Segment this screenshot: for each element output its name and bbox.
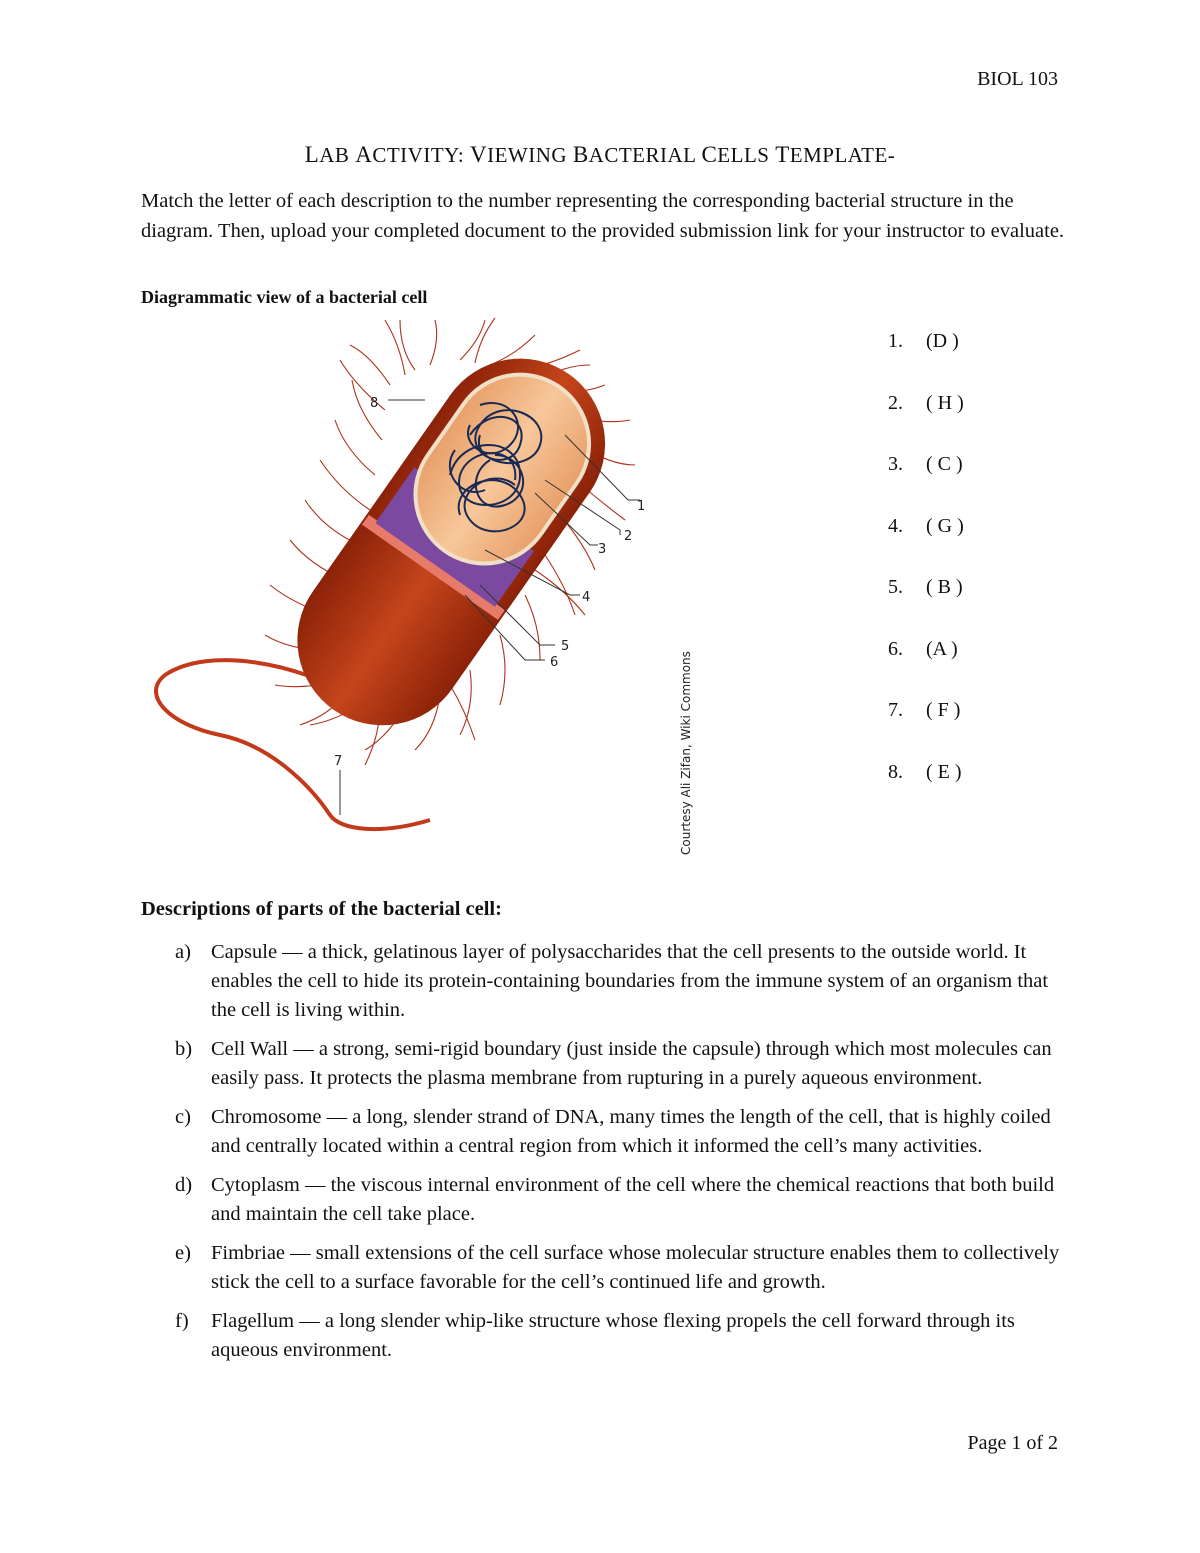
answer-value[interactable]: ( H ) <box>926 391 964 414</box>
answer-value[interactable]: ( E ) <box>926 760 962 783</box>
answer-item <box>888 392 964 454</box>
answer-number: 8. <box>888 760 903 783</box>
description-text: Cytoplasm — the viscous internal environment of the cell where the chemical reactions that both build and maintain the cell take place. <box>211 1174 1055 1225</box>
title-rest: AB <box>319 143 356 167</box>
answer-item <box>888 638 964 700</box>
document-title <box>0 142 1200 168</box>
answer-number: 4. <box>888 514 903 537</box>
description-letter: e) <box>175 1242 191 1264</box>
description-text: Flagellum — a long slender whip-like structure whose flexing propels the cell forward through its aqueous environment. <box>211 1310 1015 1361</box>
description-item <box>141 938 1071 1025</box>
description-letter: d) <box>175 1174 193 1196</box>
answer-number: 2. <box>888 391 903 414</box>
title-rest: IEWING <box>487 143 573 167</box>
label-7: 7 <box>334 754 343 769</box>
course-code: BIOL 103 <box>977 68 1058 90</box>
label-4: 4 <box>582 590 591 605</box>
descriptions-heading: Descriptions of parts of the bacterial cell: <box>141 898 502 920</box>
description-item <box>141 1171 1071 1229</box>
answer-value[interactable]: ( B ) <box>926 576 963 598</box>
answer-value[interactable]: ( G ) <box>926 514 964 537</box>
answer-list <box>888 330 964 822</box>
descriptions-list <box>141 938 1071 1375</box>
answer-item <box>888 453 964 515</box>
description-item <box>141 1239 1071 1297</box>
label-2: 2 <box>624 529 633 544</box>
description-letter: b) <box>175 1038 193 1060</box>
description-text: Fimbriae — small extensions of the cell surface whose molecular structure enables them to collectively stick the cell to a surface favorable for the cell’s continued life and growth. <box>211 1242 1060 1293</box>
label-6: 6 <box>550 655 559 670</box>
answer-value[interactable]: (D ) <box>926 330 959 352</box>
answer-number: 6. <box>888 637 903 660</box>
title-rest: EMPLATE- <box>789 143 896 167</box>
answer-value[interactable]: ( F ) <box>926 699 961 721</box>
answer-number: 7. <box>888 699 903 721</box>
answer-item <box>888 761 964 823</box>
title-cap: L <box>304 142 320 167</box>
title-rest: ACTERIAL <box>588 143 702 167</box>
title-cap: C <box>701 142 718 167</box>
instructions-paragraph: Match the letter of each description to the number representing the corresponding bacterial structure in the diagram. Then, upload your completed document to the provided submission link for your instructor to evaluate. <box>141 190 1065 242</box>
description-item <box>141 1103 1071 1161</box>
title-cap: T <box>775 142 790 167</box>
answer-number: 5. <box>888 576 903 598</box>
figure-credit: Courtesy Ali Zifan, Wiki Commons <box>679 651 693 855</box>
description-text: Capsule — a thick, gelatinous layer of polysaccharides that the cell presents to the outside world. It enables the cell to hide its protein-containing boundaries from the immune system of an organism that the cell is living within. <box>211 941 1049 1021</box>
answer-item <box>888 515 964 577</box>
answer-number: 3. <box>888 453 903 475</box>
bacterial-cell-diagram <box>150 315 710 845</box>
title-rest: ELLS <box>717 143 776 167</box>
title-rest: CTIVITY: <box>372 143 470 167</box>
description-text: Cell Wall — a strong, semi-rigid boundary (just inside the capsule) through which most molecules can easily pass. It protects the plasma membrane from rupturing in a purely aqueous environment. <box>211 1038 1052 1089</box>
answer-item <box>888 330 964 392</box>
label-8: 8 <box>370 396 379 411</box>
description-letter: a) <box>175 941 191 963</box>
label-1: 1 <box>637 499 646 514</box>
answer-value[interactable]: (A ) <box>926 637 958 660</box>
title-cap: V <box>469 142 488 167</box>
title-cap: A <box>355 142 373 167</box>
description-letter: f) <box>175 1310 189 1332</box>
description-item <box>141 1307 1071 1365</box>
answer-item <box>888 699 964 761</box>
label-3: 3 <box>598 542 607 557</box>
description-item <box>141 1035 1071 1093</box>
page-number: Page 1 of 2 <box>967 1432 1058 1454</box>
description-text: Chromosome — a long, slender strand of DNA, many times the length of the cell, that is highly coiled and centrally located within a central region from which it informed the cell’s many activities. <box>211 1106 1051 1157</box>
answer-value[interactable]: ( C ) <box>926 453 963 475</box>
title-cap: B <box>572 142 589 167</box>
description-letter: c) <box>175 1106 191 1128</box>
answer-item <box>888 576 964 638</box>
figure-heading: Diagrammatic view of a bacterial cell <box>141 287 428 307</box>
answer-number: 1. <box>888 330 903 352</box>
label-5: 5 <box>561 639 570 654</box>
